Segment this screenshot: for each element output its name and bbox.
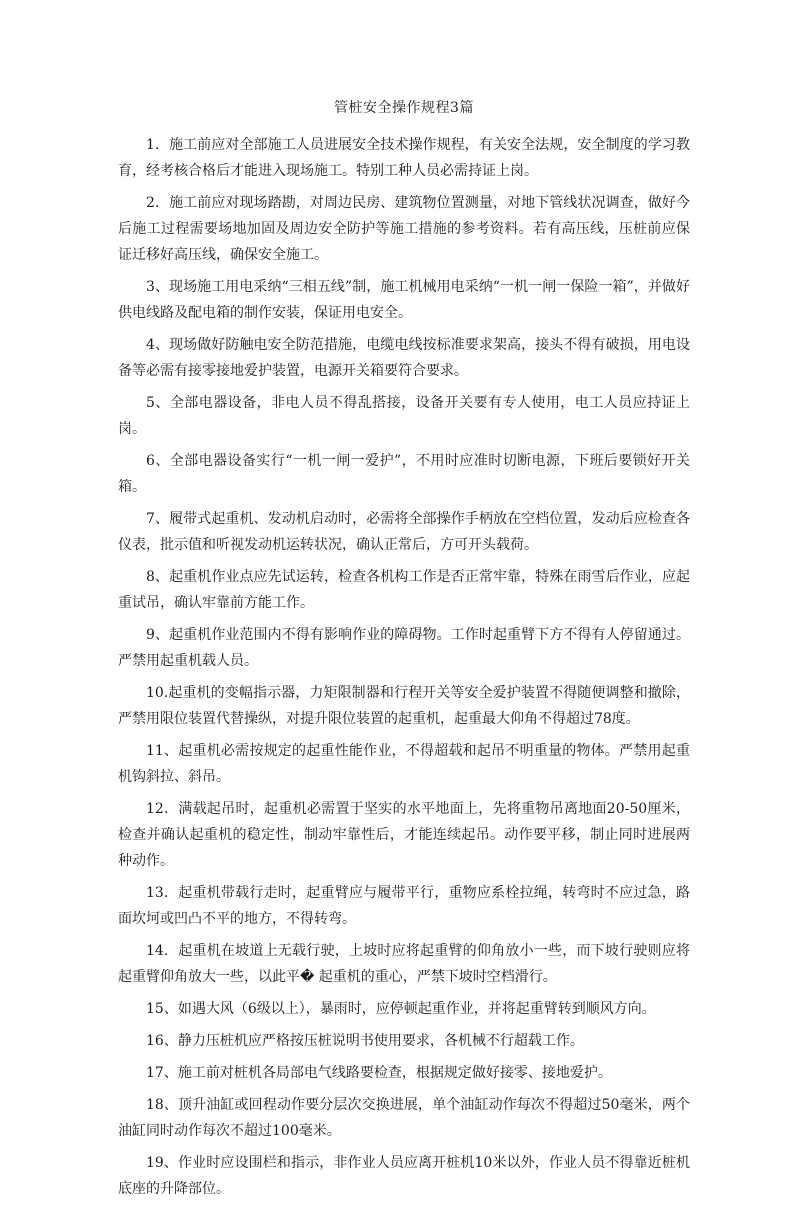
paragraph-9: 9、起重机作业范围内不得有影响作业的障碍物。工作时起重臂下方不得有人停留通过。严禁用起重机载人员。 bbox=[118, 627, 690, 669]
paragraph-13: 13．起重机带载行走时，起重臂应与履带平行，重物应系栓拉绳，转弯时不应过急，路面坎坷或凹凸不平的地方，不得转弯。 bbox=[118, 885, 690, 927]
paragraph-19: 19、作业时应设围栏和指示，非作业人员应离开桩机10米以外，作业人员不得靠近桩机底座的升降部位。 bbox=[118, 1155, 690, 1197]
paragraph-list bbox=[118, 132, 690, 1202]
paragraph-5: 5、全部电器设备，非电人员不得乱搭接，设备开关要有专人使用，电工人员应持证上岗。 bbox=[118, 395, 690, 437]
paragraph-1: 1．施工前应对全部施工人员进展安全技术操作规程，有关安全法规，安全制度的学习教育，经考核合格后才能进入现场施工。特别工种人员必需持证上岗。 bbox=[118, 137, 690, 179]
paragraph-8: 8、起重机作业点应先试运转，检查各机构工作是否正常牢靠，特殊在雨雪后作业，应起重试吊，确认牢靠前方能工作。 bbox=[118, 569, 690, 611]
paragraph-4: 4、现场做好防触电安全防范措施，电缆电线按标准要求架高，接头不得有破损，用电设备等必需有接零接地爱护装置，电源开关箱要符合要求。 bbox=[118, 337, 690, 379]
document-title: 管桩安全操作规程3篇 bbox=[334, 100, 474, 116]
paragraph-16: 16、静力压桩机应严格按压桩说明书使用要求，各机械不行超载工作。 bbox=[146, 1033, 584, 1049]
paragraph-14: 14．起重机在坡道上无载行驶，上坡时应将起重臂的仰角放小一些，而下坡行驶则应将起重臂仰角放大一些，以此平� 起重机的重心，严禁下坡时空档滑行。 bbox=[118, 943, 690, 985]
paragraph-10: 10.起重机的变幅指示器，力矩限制器和行程开关等安全爱护装置不得随便调整和撤除，严禁用限位装置代替操纵，对提升限位装置的起重机，起重最大仰角不得超过78度。 bbox=[118, 685, 690, 727]
paragraph-18: 18、顶升油缸或回程动作要分层次交换进展，单个油缸动作每次不得超过50毫米，两个油缸同时动作每次不超过100毫米。 bbox=[118, 1097, 690, 1139]
paragraph-17: 17、施工前对桩机各局部电气线路要检查，根据规定做好接零、接地爱护。 bbox=[146, 1065, 612, 1081]
paragraph-11: 11、起重机必需按规定的起重性能作业，不得超载和起吊不明重量的物体。严禁用起重机钩斜拉、斜吊。 bbox=[118, 743, 690, 785]
document-page bbox=[118, 98, 690, 1208]
paragraph-3: 3、现场施工用电采纳“三相五线”制，施工机械用电采纳“一机一闸一保险一箱”，并做好供电线路及配电箱的制作安装，保证用电安全。 bbox=[118, 279, 690, 321]
paragraph-15: 15、如遇大风（6级以上），暴雨时，应停顿起重作业，并将起重臂转到顺风方向。 bbox=[146, 1001, 656, 1017]
paragraph-12: 12．满载起吊时，起重机必需置于坚实的水平地面上，先将重物吊离地面20-50厘米，检查并确认起重机的稳定性，制动牢靠性后，才能连续起吊。动作要平移，制止同时进展两种动作。 bbox=[118, 801, 690, 869]
paragraph-2: 2．施工前应对现场踏勘，对周边民房、建筑物位置测量，对地下管线状况调查，做好今后施工过程需要场地加固及周边安全防护等施工措施的参考资料。若有高压线，压桩前应保证迁移好高压线，确保安全施工。 bbox=[118, 195, 690, 263]
paragraph-7: 7、履带式起重机、发动机启动时，必需将全部操作手柄放在空档位置，发动后应检查各仪表，批示值和听视发动机运转状况，确认正常后，方可开头载荷。 bbox=[118, 511, 690, 553]
paragraph-6: 6、全部电器设备实行“一机一闸一爱护”，不用时应准时切断电源，下班后要锁好开关箱。 bbox=[118, 453, 690, 495]
